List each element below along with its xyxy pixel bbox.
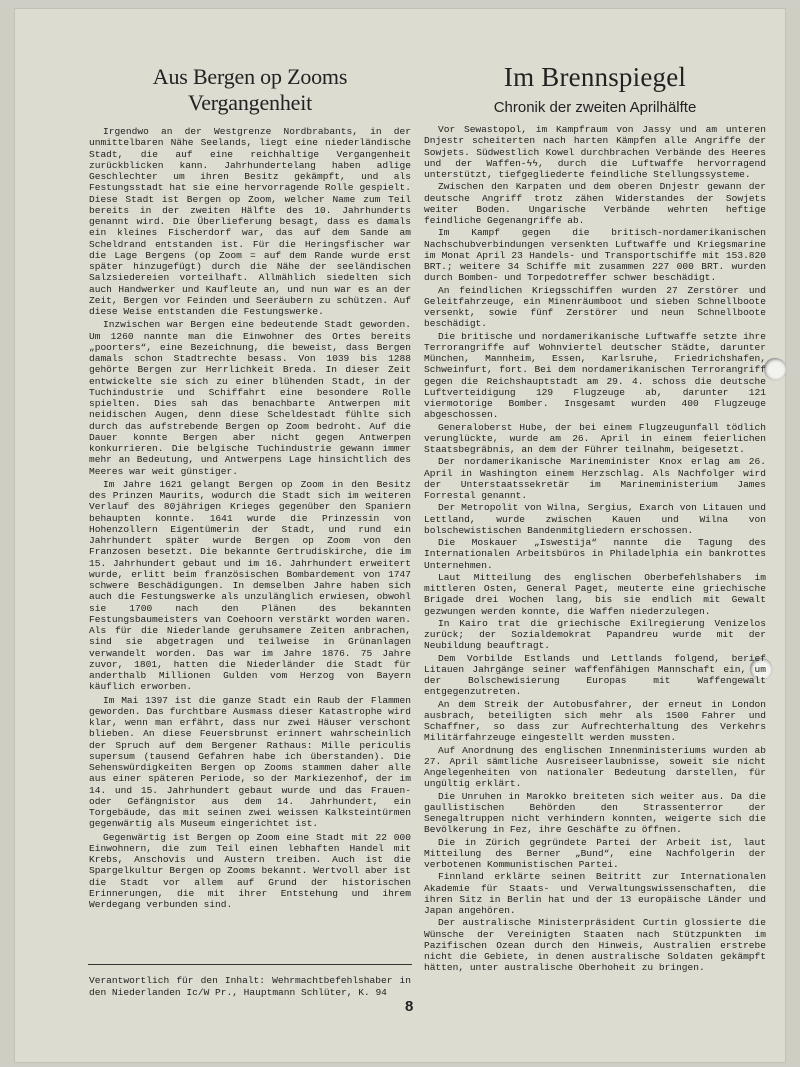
paragraph: Gegenwärtig ist Bergen op Zoom eine Stadt mit 22 000 Einwohnern, die zum Teil einen lebhaften Handel mit Krebs, Anschovis und Austern treiben. Auch ist die Spargelkultur Bergen op Zooms bekannt. Wertvoll aber ist die Stadt vor allem auf Grund der historischen Erinnerungen, die mit ihrer Entstehung und ihrem Werdegang verbunden sind.: [89, 831, 411, 910]
paragraph: Der Metropolit von Wilna, Sergius, Exarch von Litauen und Lettland, wurde zwischen Kauen und Wilna von bolschewistischen Bandenmitgliedern erschossen.: [424, 502, 766, 536]
paragraph: Inzwischen war Bergen eine bedeutende Stadt geworden. Um 1260 nannte man die Einwohner des Ortes bereits „poorters“, eine Bezeichnung, die beweist, dass Bergen damals schon Stadtrechte besass. Von 1039 bis 1288 gehörte Bergen zur Herrlichkeit Breda. In dieser Zeit entwickelte sie sich zu einer blühenden Stadt, in der Tuchindustrie und Schiffahrt eine besondere Rolle spielten. Dies sah das benachbarte Antwerpen mit neidischen Augen, denn diese Scheldestadt fühlte sich durch das aufstrebende Bergen op Zoom bedroht. Auf die Dauer konnte Bergen aber nicht gegen Antwerpen konkurrieren. Die belgische Tuchindustrie gewann immer mehr an Bedeutung, und Antwerpens Lage hinsichtlich des Meeres war weit günstiger.: [89, 319, 411, 477]
paragraph: Die Unruhen in Marokko breiteten sich weiter aus. Da die gaullistischen Behörden den Strassenterror der Senegaltruppen nicht verhindern konnten, weigerte sich die Bevölkerung in Fez, ihre Geschäfte zu öffnen.: [424, 790, 766, 836]
punch-hole-upper: [764, 358, 786, 380]
paragraph: Die britische und nordamerikanische Luftwaffe setzte ihre Terrorangriffe auf Wohnviertel deutscher Städte, darunter München, Mannheim, Essen, Karlsruhe, Friedrichshafen, Schweinfurt, fort. Bei dem nordamerikanischen Terrorangriff gegen die Reichshauptstadt am 29. 4. schoss die deutsche Luftverteidigung 129 Flugzeuge ab, darunter 121 viermotorige Bomber. Insgesamt wurden 400 Flugzeuge abgeschossen.: [424, 330, 766, 421]
page-number: 8: [405, 998, 414, 1015]
footer-divider: [88, 964, 412, 965]
paragraph: Die Moskauer „Iswestija“ nannte die Tagung des Internationalen Arbeitsbüros in Philadelphia ein bankrottes Unternehmen.: [424, 537, 766, 571]
left-article: [89, 62, 411, 912]
paragraph: Im Kampf gegen die britisch-nordamerikanischen Nachschubverbindungen versenkten Luftwaffe und Kriegsmarine im Monat April 23 Handels- und Transportschiffe mit 153.820 BRT.; weitere 34 Schiffe mit zusammen 227 000 BRT. wurden durch Bomben- und Torpedotreffer schwer beschädigt.: [424, 227, 766, 284]
paragraph: Generaloberst Hube, der bei einem Flugzeugunfall tödlich verunglückte, wurde am 26. April in einem feierlichen Staatsbegräbnis, an dem der Führer teilnahm, beigesetzt.: [424, 421, 766, 455]
right-article-title: Im Brennspiegel: [503, 62, 687, 92]
paragraph: Irgendwo an der Westgrenze Nordbrabants, in der unmittelbaren Nähe Seelands, liegt eine niederländische Stadt, die auf eine reichhaltige Vergangenheit zurückblicken kann. Jahrhundertelang haben adlige Geschlechter um ihren Besitz gekämpft, und als Festungsstadt hat sie eine hervorragende Rolle gespielt. Diese Stadt ist Bergen op Zoom, welcher Name zum Teil bereits in der zweiten Hälfte des 10. Jahrhunderts genannt wird. Die Überlieferung besagt, dass es damals ein kleines Fischerdorf war, das auf dem Sande am Scheldrand entstanden ist. Für die Heringsfischer war die Lage Bergens (op Zoom = auf dem Rande wurde erst später hinzugefügt) durch die Nähe der seeländischen Salzsiedereien vorteilhaft. Allmählich siedelten sich auch Handwerker und Kaufleute an, und nun war es an der Zeit, Bergen vor Feinden und Seeräubern zu schützen. Auf diese Weise entstanden die Festungswerke.: [89, 126, 411, 317]
paragraph: Laut Mitteilung des englischen Oberbefehlshabers im mittleren Osten, General Paget, meuterte eine griechische Brigade drei Wochen lang, bis sie endlich mit Gewalt gezwungen werden konnte, die Waffen niederzulegen.: [424, 571, 766, 617]
paragraph: An dem Streik der Autobusfahrer, der erneut in London ausbrach, beteiligten sich mehr als 1500 Fahrer und Schaffner, so dass zur Aufrechterhaltung des Verkehrs Militärfahrzeuge eingestellt werden mussten.: [424, 698, 766, 744]
paragraph: Auf Anordnung des englischen Innenministeriums wurden ab 27. April sämtliche Ausreiseerlaubnisse, soweit sie nicht Angelegenheiten von nationaler Bedeutung darstellen, für ungültig erklärt.: [424, 744, 766, 790]
right-article-subtitle: Chronik der zweiten Aprilhälfte: [493, 99, 697, 116]
paragraph: In Kairo trat die griechische Exilregierung Venizelos zurück; der Sozialdemokrat Papandreu wurde mit der Neubildung beauftragt.: [424, 617, 766, 652]
imprint-line: Verantwortlich für den Inhalt: Wehrmachtbefehlshaber in den Niederlanden Ic/W Pr., Hauptmann Schlüter, K. 94: [89, 975, 411, 998]
paragraph: Der australische Ministerpräsident Curtin glossierte die Wünsche der Vereinigten Staaten nach Stützpunkten im Pazifischen Ozean durch den Hinweis, Australien erstrebe nicht die Gebiete, in denen australische Soldaten gekämpft hätten, unter australische Oberhoheit zu bringen.: [424, 917, 766, 974]
left-article-title: Aus Bergen op Zooms Vergangenheit: [152, 64, 348, 115]
right-article: [424, 62, 766, 975]
right-article-body: [424, 124, 766, 974]
paragraph: Vor Sewastopol, im Kampfraum von Jassy und am unteren Dnjestr scheiterten nach harten Kämpfen alle Angriffe der Sowjets. Südwestlich Kowel durchbrachen Verbände des Heeres und der Waffen-ϟϟ, durch die Luftwaffe hervorragend unterstützt, tiefgegliederte feindliche Stellungssysteme.: [424, 124, 766, 180]
left-article-body: [89, 126, 411, 910]
paragraph: Die in Zürich gegründete Partei der Arbeit ist, laut Mitteilung des Berner „Bund“, eine Nachfolgerin der verbotenen Kommunistischen Partei.: [424, 836, 766, 870]
paragraph: An feindlichen Kriegsschiffen wurden 27 Zerstörer und Geleitfahrzeuge, ein Minenräumboot und sieben Schnellboote versenkt, sowie fünf Zerstörer und neun Schnellboote beschädigt.: [424, 284, 766, 330]
paragraph: Im Jahre 1621 gelangt Bergen op Zoom in den Besitz des Prinzen Maurits, wodurch die Stadt sich im weiteren Verlauf des 80jährigen Krieges gegenüber den Spaniern behaupten konnte. 1641 wurde die Prinzessin von Hohenzollern Eigentümerin der Stadt, und rund ein Jahrhundert später wurde Bergen op Zoom von den Franzosen besetzt. Die bekannte Gertrudiskirche, die im 15. Jahrhundert gebaut und im 16. Jahrhundert erweitert wurde, erlitt beim französischen Bombardement von 1747 schwere Beschädigungen. In demselben Jahre haben sich auch die Festungswerke als unzulänglich erwiesen, obwohl sie 1700 nach den Plänen des bekannten Festungsbaumeisters van Coehoorn verstärkt worden waren. Als für die Niederlande geruhsamere Zeiten anbrachen, sind sie abgetragen und teilweise in Grünanlagen verwandelt worden. Das war im Jahre 1876. 75 Jahre zuvor, 1801, hatten die Niederländer die Stadt für anderthalb Millionen Gulden vom Herzog von Bayern käuflich erworben.: [89, 478, 411, 693]
paragraph: Dem Vorbilde Estlands und Lettlands folgend, berief Litauen Jahrgänge seiner waffenfähigen Mannschaft ein, um der Bolschewisierung Europas mit Waffengewalt entgegenzutreten.: [424, 652, 766, 698]
paragraph: Zwischen den Karpaten und dem oberen Dnjestr gewann der deutsche Angriff trotz zähen Widerstandes der Sowjets weiter Boden. Ungarische Verbände wehrten heftige feindliche Gegenangriffe ab.: [424, 181, 766, 226]
paragraph: Der nordamerikanische Marineminister Knox erlag am 26. April in Washington einem Herzschlag. Als Nachfolger wird der Unterstaatssekretär im Marineministerium James Forrestal genannt.: [424, 456, 766, 501]
paragraph: Im Mai 1397 ist die ganze Stadt ein Raub der Flammen geworden. Das furchtbare Ausmass dieser Katastrophe wird klar, wenn man erfährt, dass nur zwei Häuser verschont blieben. An diese Feuersbrunst erinnert wahrscheinlich der Spruch auf dem Bergener Rathaus: Mille periculis supersum (tausend Gefahren habe ich überstanden). Die Sehenswürdigkeiten Bergen op Zooms stammen daher alle aus einer späteren Periode, so der Markiezenhof, der im 14. und 15. Jahrhundert gebaut wurde und das Frauen- oder Gefängnistor aus dem 14. Jahrhundert, ein Torgebäude, das mit seinen zwei weissen Kalksteintürmen gegenwärtig als Museum eingerichtet ist.: [89, 694, 411, 830]
paragraph: Finnland erklärte seinen Beitritt zur Internationalen Akademie für Staats- und Verwaltungswissenschaften, die ihren Sitz in Berlin hat und der 13 europäische Länder und Japan angehören.: [424, 871, 766, 916]
